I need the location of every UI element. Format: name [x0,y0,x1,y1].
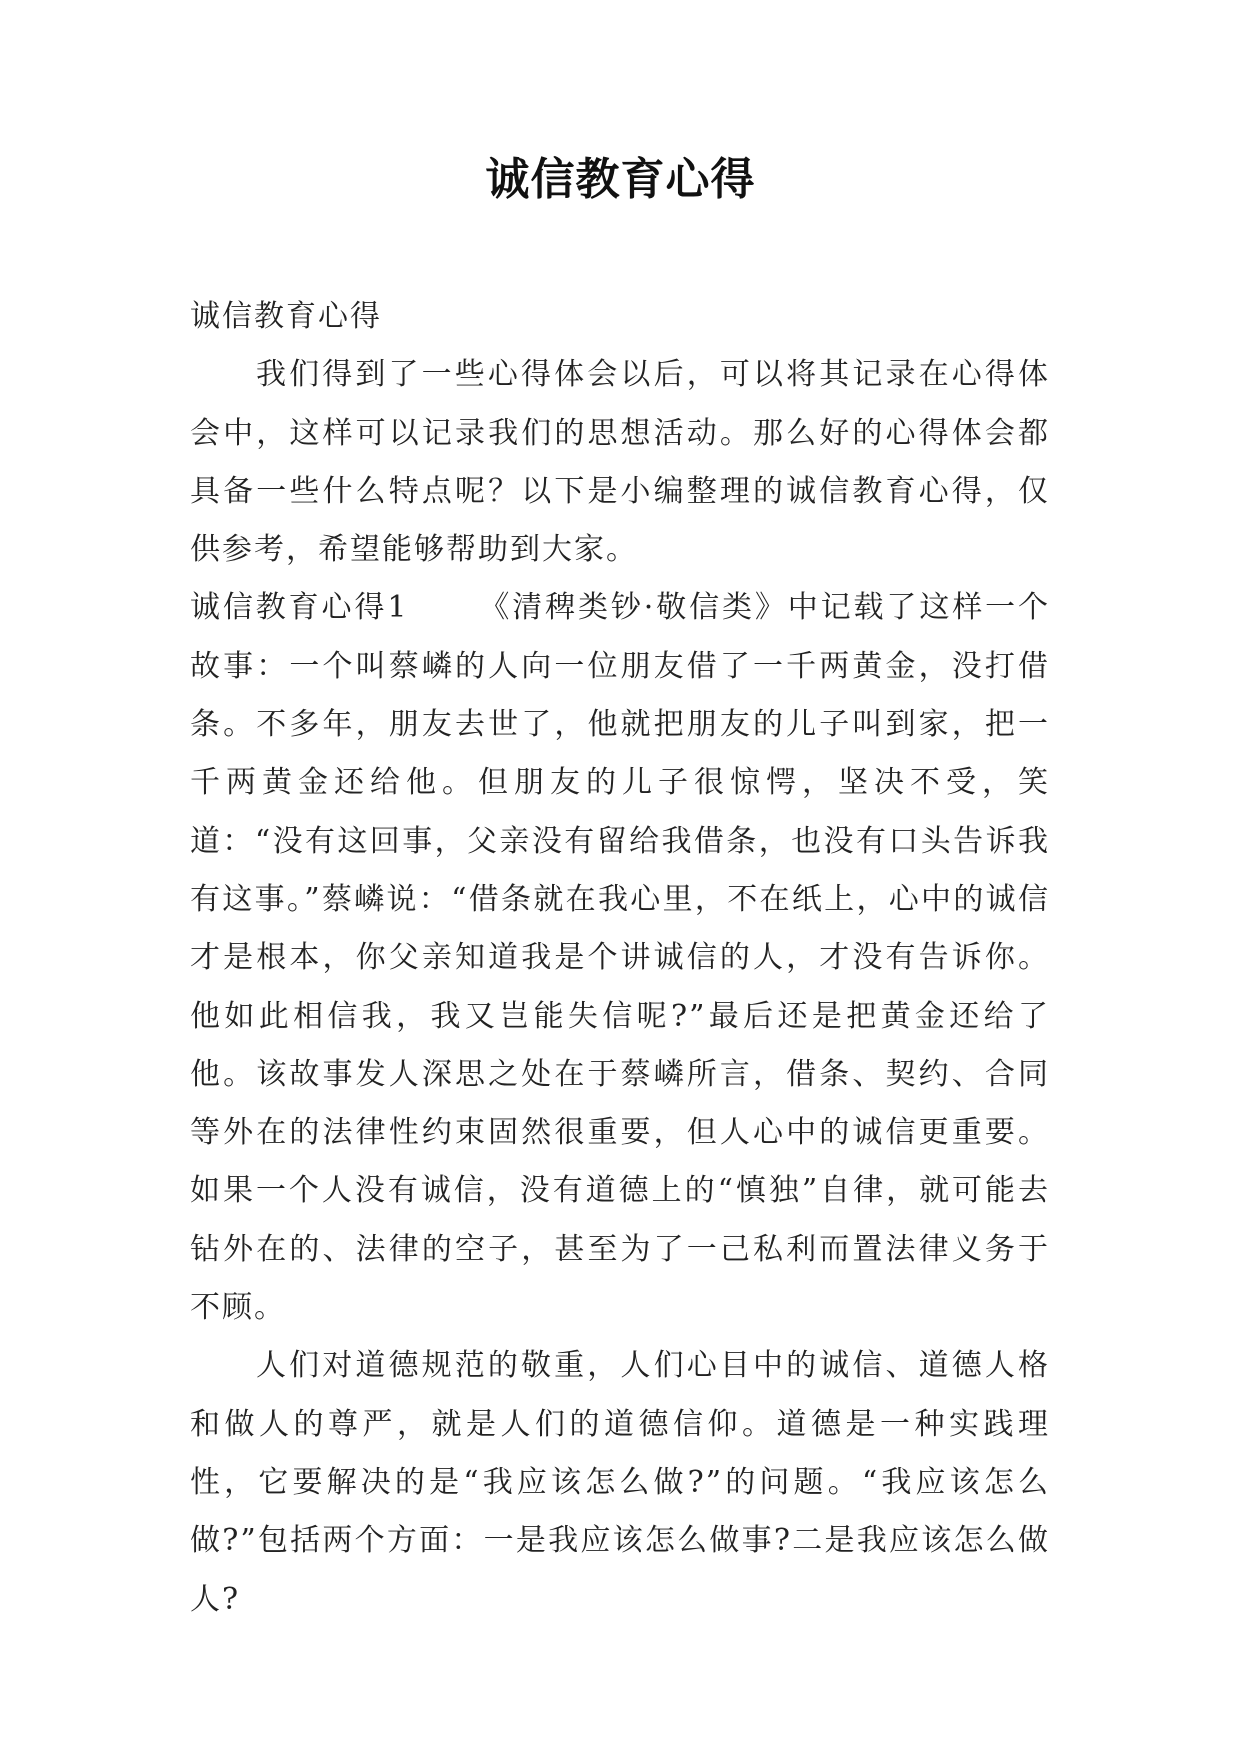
document-title: 诚信教育心得 [485,154,756,205]
section-1-paragraph [190,579,1050,1337]
document-subtitle: 诚信教育心得 [190,299,382,334]
section-1-heading: 诚信教育心得1 [190,590,409,626]
section-1-story-text: 《清稗类钞·敬信类》中记载了这样一个故事：一个叫蔡嶙的人向一位朋友借了一千两黄金，没打借条。不多年，朋友去世了，他就把朋友的儿子叫到家，把一千两黄金还给他。但朋友的儿子很惊愕，坚决不受，笑道：“没有这回事，父亲没有留给我借条，也没有口头告诉我有这事。”蔡嶙说：“借条就在我心里，不在纸上，心中的诚信才是根本，你父亲知道我是个讲诚信的人，才没有告诉你。他如此相信我，我又岂能失信呢?”最后还是把黄金还给了他。该故事发人深思之处在于蔡嶙所言，借条、契约、合同等外在的法律性约束固然很重要，但人心中的诚信更重要。如果一个人没有诚信，没有道德上的“慎独”自律，就可能去钻外在的、法律的空子，甚至为了一己私利而置法律义务于不顾。 [190,590,1050,1326]
document-body [190,288,1050,1629]
section-1-paragraph-2: 人们对道德规范的敬重，人们心目中的诚信、道德人格和做人的尊严，就是人们的道德信仰。道德是一种实践理性，它要解决的是“我应该怎么做?”的问题。“我应该怎么做?”包括两个方面：一是我应该怎么做事?二是我应该怎么做人? [190,1348,1050,1617]
intro-paragraph: 我们得到了一些心得体会以后，可以将其记录在心得体会中，这样可以记录我们的思想活动。那么好的心得体会都具备一些什么特点呢？以下是小编整理的诚信教育心得，仅供参考，希望能够帮助到大家。 [190,357,1050,568]
